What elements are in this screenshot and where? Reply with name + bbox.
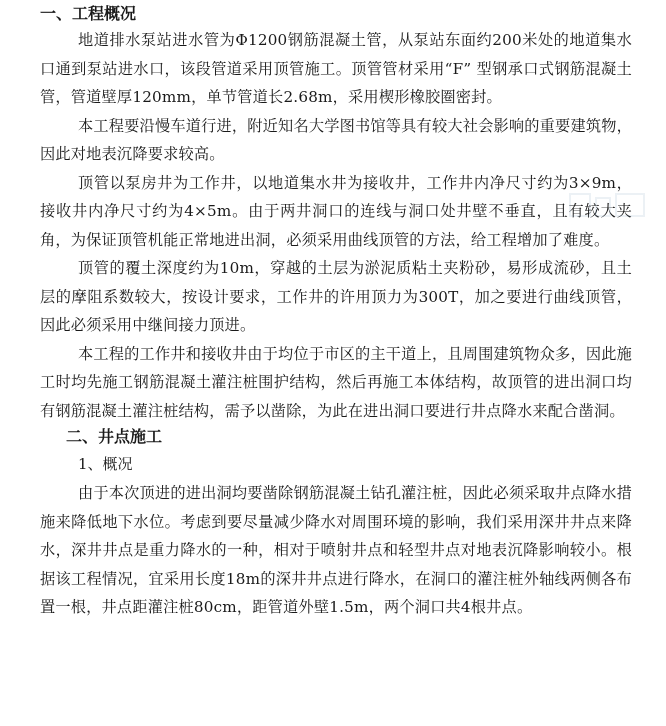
paragraph-3: 顶管以泵房井为工作井，以地道集水井为接收井，工作井内净尺寸约为3×9m，接收井内净尺寸约为4×5m。由于两井洞口的连线与洞口处井壁不垂直，且有较大夹角，为保证顶管机能正常地进出洞，必须采用曲线顶管的方法，给工程增加了难度。 xyxy=(40,173,632,249)
watermark-logo-icon xyxy=(568,190,648,220)
paragraph-1: 地道排水泵站进水管为Φ1200钢筋混凝土管，从泵站东面约200米处的地道集水口通到泵站进水口，该段管道采用顶管施工。顶管管材采用“F” 型钢承口式钢筋混凝土管，管道壁厚120mm，单节管道长2.68m，采用楔形橡胶圈密封。 xyxy=(40,31,632,106)
paragraph-2: 本工程要沿慢车道行进，附近知名大学图书馆等具有较大社会影响的重要建筑物，因此对地表沉降要求较高。 xyxy=(40,116,632,163)
paragraph-6: 由于本次顶进的进出洞均要凿除钢筋混凝土钻孔灌注桩，因此必须采取井点降水措施来降低地下水位。考虑到要尽量减少降水对周围环境的影响，我们采用深井井点来降水，深井井点是重力降水的一种，相对于喷射井点和轻型井点对地表沉降影响较小。根据该工程情况，宜采用长度18m的深井井点进行降水，在洞口的灌注桩外轴线两侧各布置一根，井点距灌注桩80cm，距管道外壁1.5m，两个洞口共4根井点。 xyxy=(40,484,632,616)
document-page xyxy=(40,2,632,622)
section-heading-wellpoint: 二、井点施工 xyxy=(66,427,163,446)
paragraph-5: 本工程的工作井和接收井由于均位于市区的主干道上，且周围建筑物众多，因此施工时均先施工钢筋混凝土灌注桩围护结构，然后再施工本体结构，故顶管的进出洞口均有钢筋混凝土灌注桩结构，需予以凿除，为此在进出洞口要进行井点降水来配合凿洞。 xyxy=(40,344,632,420)
paragraph-4: 顶管的覆土深度约为10m，穿越的土层为淤泥质粘土夹粉砂，易形成流砂，且土层的摩阻系数较大，按设计要求，工作井的许用顶力为300T，加之要进行曲线顶管，因此必须采用中继间接力顶进。 xyxy=(40,259,632,334)
section-heading-overview: 一、工程概况 xyxy=(40,4,137,23)
subsection-heading-overview: 1、概况 xyxy=(78,455,133,473)
